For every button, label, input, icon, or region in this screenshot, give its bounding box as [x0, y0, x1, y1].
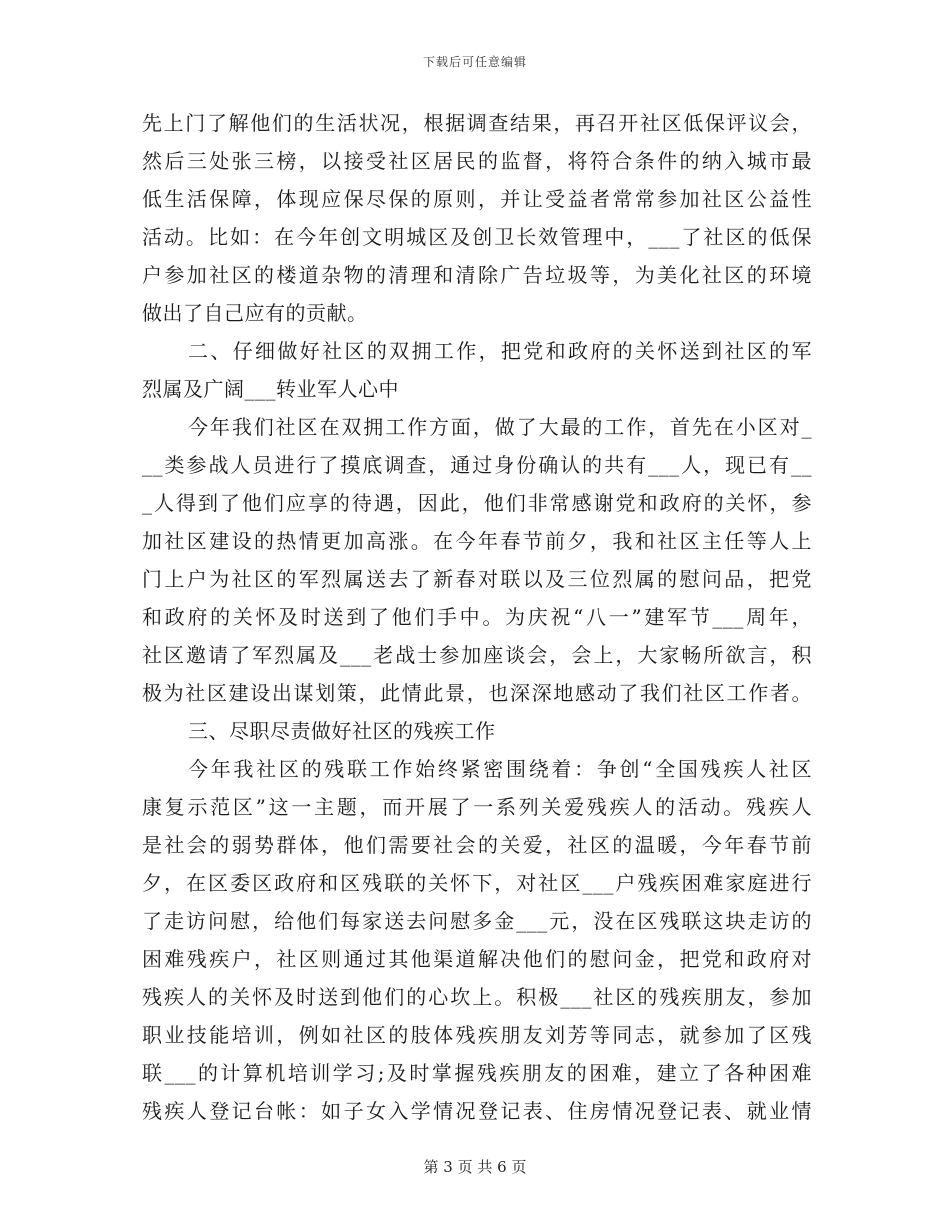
text-line: 先上门了解他们的生活状况，根据调查结果，再召开社区低保评议会， — [142, 111, 812, 135]
text-line: _人得到了他们应享的待遇，因此，他们非常感谢党和政府的关怀，参 — [142, 491, 812, 515]
text-line: 今年我社区的残联工作始终紧密围绕着：争创“全国残疾人社区 — [188, 757, 812, 781]
text-line: __类参战人员进行了摸底调查，通过身份确认的共有___人，现已有__ — [142, 453, 812, 477]
text-line: 三、尽职尽责做好社区的残疾工作 — [188, 719, 496, 743]
text-line: 社区邀请了军烈属及___老战士参加座谈会，会上，大家畅所欲言，积 — [142, 643, 812, 667]
text-line: 做出了自己应有的贡献。 — [142, 301, 368, 325]
text-line: 户参加社区的楼道杂物的清理和清除广告垃圾等，为美化社区的环境 — [142, 263, 812, 287]
text-line: 烈属及广阔___转业军人心中 — [142, 377, 399, 401]
text-line: 今年我们社区在双拥工作方面，做了大最的工作，首先在小区对_ — [188, 415, 812, 439]
text-line: 二、仔细做好社区的双拥工作，把党和政府的关怀送到社区的军 — [188, 339, 812, 363]
text-line: 然后三处张三榜，以接受社区居民的监督，将符合条件的纳入城市最 — [142, 149, 812, 173]
text-line: 了走访问慰，给他们每家送去问慰多金___元，没在区残联这块走访的 — [142, 909, 812, 933]
page-header: 下载后可任意编辑 — [422, 55, 527, 69]
page-number: 第 3 页 共 6 页 — [423, 1158, 527, 1176]
text-line: 联___的计算机培训学习;及时掌握残疾朋友的困难，建立了各种困难 — [142, 1061, 812, 1085]
text-line: 活动。比如：在今年创文明城区及创卫长效管理中，___了社区的低保 — [142, 225, 812, 249]
text-line: 职业技能培训，例如社区的肢体残疾朋友刘芳等同志，就参加了区残 — [142, 1023, 812, 1047]
text-line: 极为社区建设出谋划策，此情此景，也深深地感动了我们社区工作者。 — [142, 681, 812, 705]
text-line: 和政府的关怀及时送到了他们手中。为庆祝“八一”建军节___周年， — [142, 605, 812, 629]
text-line: 是社会的弱势群体，他们需要社会的关爱，社区的温暖，今年春节前 — [142, 833, 812, 857]
text-line: 康复示范区”这一主题，而开展了一系列关爱残疾人的活动。残疾人 — [142, 795, 812, 819]
text-line: 残疾人的关怀及时送到他们的心坎上。积极___社区的残疾朋友，参加 — [142, 985, 812, 1009]
text-line: 加社区建设的热情更加高涨。在今年春节前夕，我和社区主任等人上 — [142, 529, 812, 553]
text-line: 门上户为社区的军烈属送去了新春对联以及三位烈属的慰问品，把党 — [142, 567, 812, 591]
text-line: 夕，在区委区政府和区残联的关怀下，对社区___户残疾困难家庭进行 — [142, 871, 812, 895]
document-body — [142, 104, 812, 1130]
text-line: 困难残疾户，社区则通过其他渠道解决他们的慰问金，把党和政府对 — [142, 947, 812, 971]
text-line: 残疾人登记台帐：如子女入学情况登记表、住房情况登记表、就业情 — [142, 1099, 812, 1123]
text-line: 低生活保障，体现应保尽保的原则，并让受益者常常参加社区公益性 — [142, 187, 812, 211]
